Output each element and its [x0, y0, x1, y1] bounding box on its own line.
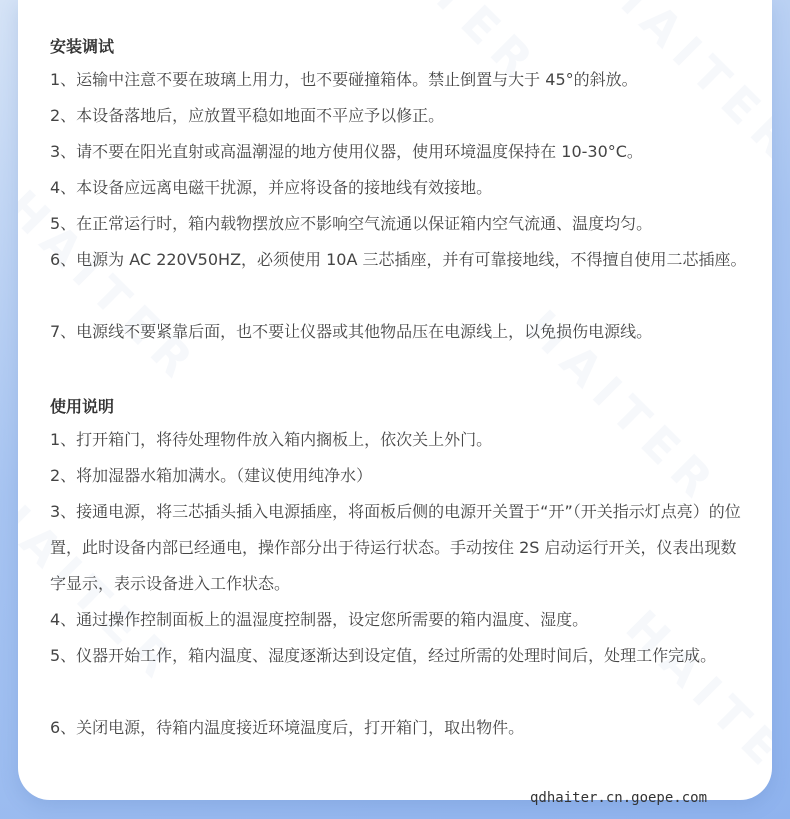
usage-item-2: 2、将加湿器水箱加满水。（建议使用纯净水）: [50, 466, 373, 485]
install-item-5: 5、在正常运行时，箱内载物摆放应不影响空气流通以保证箱内空气流通、温度均匀。: [50, 214, 653, 233]
usage-item-5: 5、仪器开始工作，箱内温度、湿度逐渐达到设定值，经过所需的处理时间后，处理工作完成。: [50, 646, 717, 665]
install-item-7: 7、电源线不要紧靠后面，也不要让仪器或其他物品压在电源线上，以免损伤电源线。: [50, 322, 653, 341]
usage-item-1: 1、打开箱门，将待处理物件放入箱内搁板上，依次关上外门。: [50, 430, 493, 449]
install-item-2: 2、本设备落地后，应放置平稳如地面不平应予以修正。: [50, 106, 445, 125]
install-item-6: 6、电源为 AC 220V50HZ，必须使用 10A 三芯插座，并有可靠接地线，不得擅自使用二芯插座。: [50, 250, 747, 269]
usage-item-4: 4、通过操作控制面板上的温湿度控制器，设定您所需要的箱内温度、湿度。: [50, 610, 589, 629]
install-item-4: 4、本设备应远离电磁干扰源，并应将设备的接地线有效接地。: [50, 178, 493, 197]
section-title-usage: 使用说明: [50, 397, 115, 416]
content-card: [18, 0, 772, 800]
install-item-1: 1、运输中注意不要在玻璃上用力，也不要碰撞箱体。禁止倒置与大于 45°的斜放。: [50, 70, 638, 89]
section-title-install: 安装调试: [50, 37, 115, 56]
install-item-3: 3、请不要在阳光直射或高温潮湿的地方使用仪器，使用环境温度保持在 10-30°C。: [50, 142, 643, 161]
source-url: qdhaiter.cn.goepe.com: [530, 790, 708, 806]
usage-item-3: 3、接通电源，将三芯插头插入电源插座，将面板后侧的电源开关置于“开”（开关指示灯点亮）的位置，此时设备内部已经通电，操作部分出于待运行状态。手动按住 2S 启动运行开关，仪表出现数字显示，表示设备进入工作状态。: [50, 502, 741, 593]
usage-item-6: 6、关闭电源，待箱内温度接近环境温度后，打开箱门，取出物件。: [50, 718, 525, 737]
